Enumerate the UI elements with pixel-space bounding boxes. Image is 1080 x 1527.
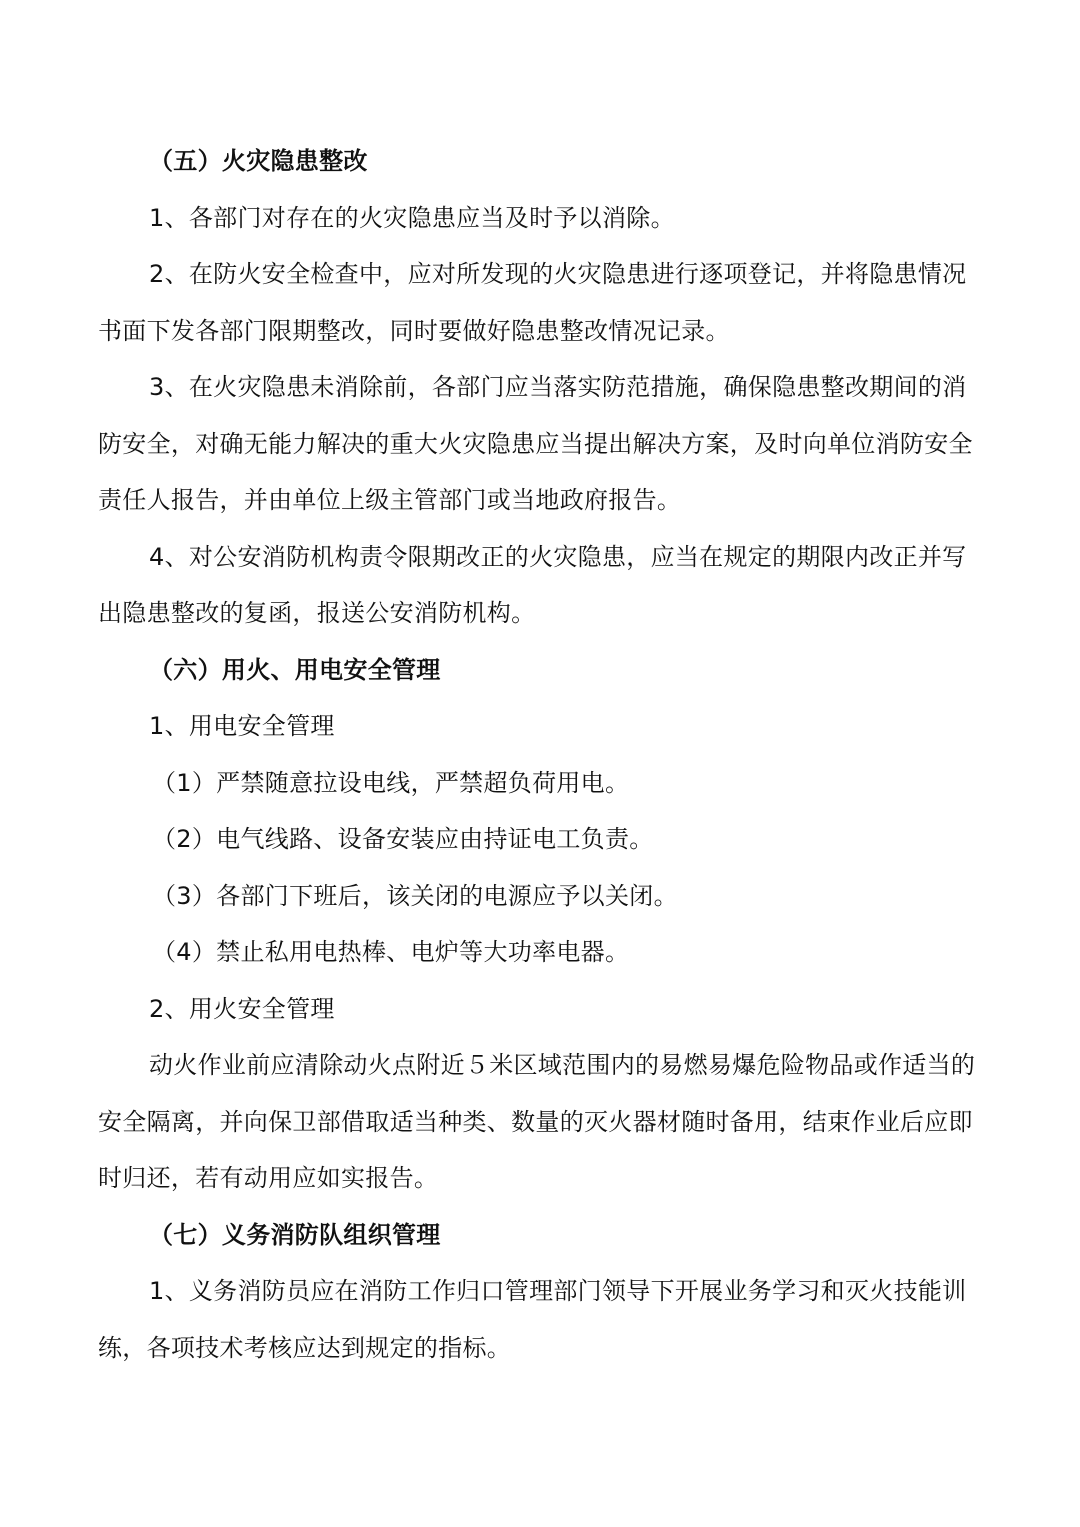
list-item: （2）电气线路、设备安装应由持证电工负责。 — [152, 825, 654, 853]
paragraph: 1、义务消防员应在消防工作归口管理部门领导下开展业务学习和灭火技能训练，各项技术考核应达到规定的指标。 — [98, 1277, 967, 1362]
paragraph: 1、各部门对存在的火灾隐患应当及时予以消除。 — [149, 203, 675, 232]
list-item: （1）严禁随意拉设电线，严禁超负荷用电。 — [152, 768, 630, 797]
list-item: （3）各部门下班后，该关闭的电源应予以关闭。 — [152, 881, 678, 910]
subsection-title-electric: 1、用电安全管理 — [149, 712, 335, 740]
paragraph: 3、在火灾隐患未消除前，各部门应当落实防范措施，确保隐患整改期间的消防安全，对确无能力解决的重大火灾隐患应当提出解决方案，及时向单位消防安全责任人报告，并由单位上级主管部门或当地政府报告。 — [98, 373, 973, 514]
paragraph: 2、在防火安全检查中，应对所发现的火灾隐患进行逐项登记，并将隐患情况书面下发各部门限期整改，同时要做好隐患整改情况记录。 — [98, 260, 967, 345]
section-heading-6: （六）用火、用电安全管理 — [149, 655, 441, 684]
paragraph: 4、对公安消防机构责令限期改正的火灾隐患，应当在规定的期限内改正并写出隐患整改的复函，报送公安消防机构。 — [98, 542, 967, 627]
document-body — [98, 133, 980, 1376]
subsection-title-fire: 2、用火安全管理 — [149, 994, 335, 1023]
paragraph: 动火作业前应清除动火点附近５米区域范围内的易燃易爆危险物品或作适当的安全隔离，并向保卫部借取适当种类、数量的灭火器材随时备用，结束作业后应即时归还，若有动用应如实报告。 — [98, 1051, 976, 1192]
section-heading-7: （七）义务消防队组织管理 — [149, 1220, 441, 1249]
section-heading-5: （五）火灾隐患整改 — [149, 147, 368, 175]
list-item: （4）禁止私用电热棒、电炉等大功率电器。 — [152, 938, 630, 966]
